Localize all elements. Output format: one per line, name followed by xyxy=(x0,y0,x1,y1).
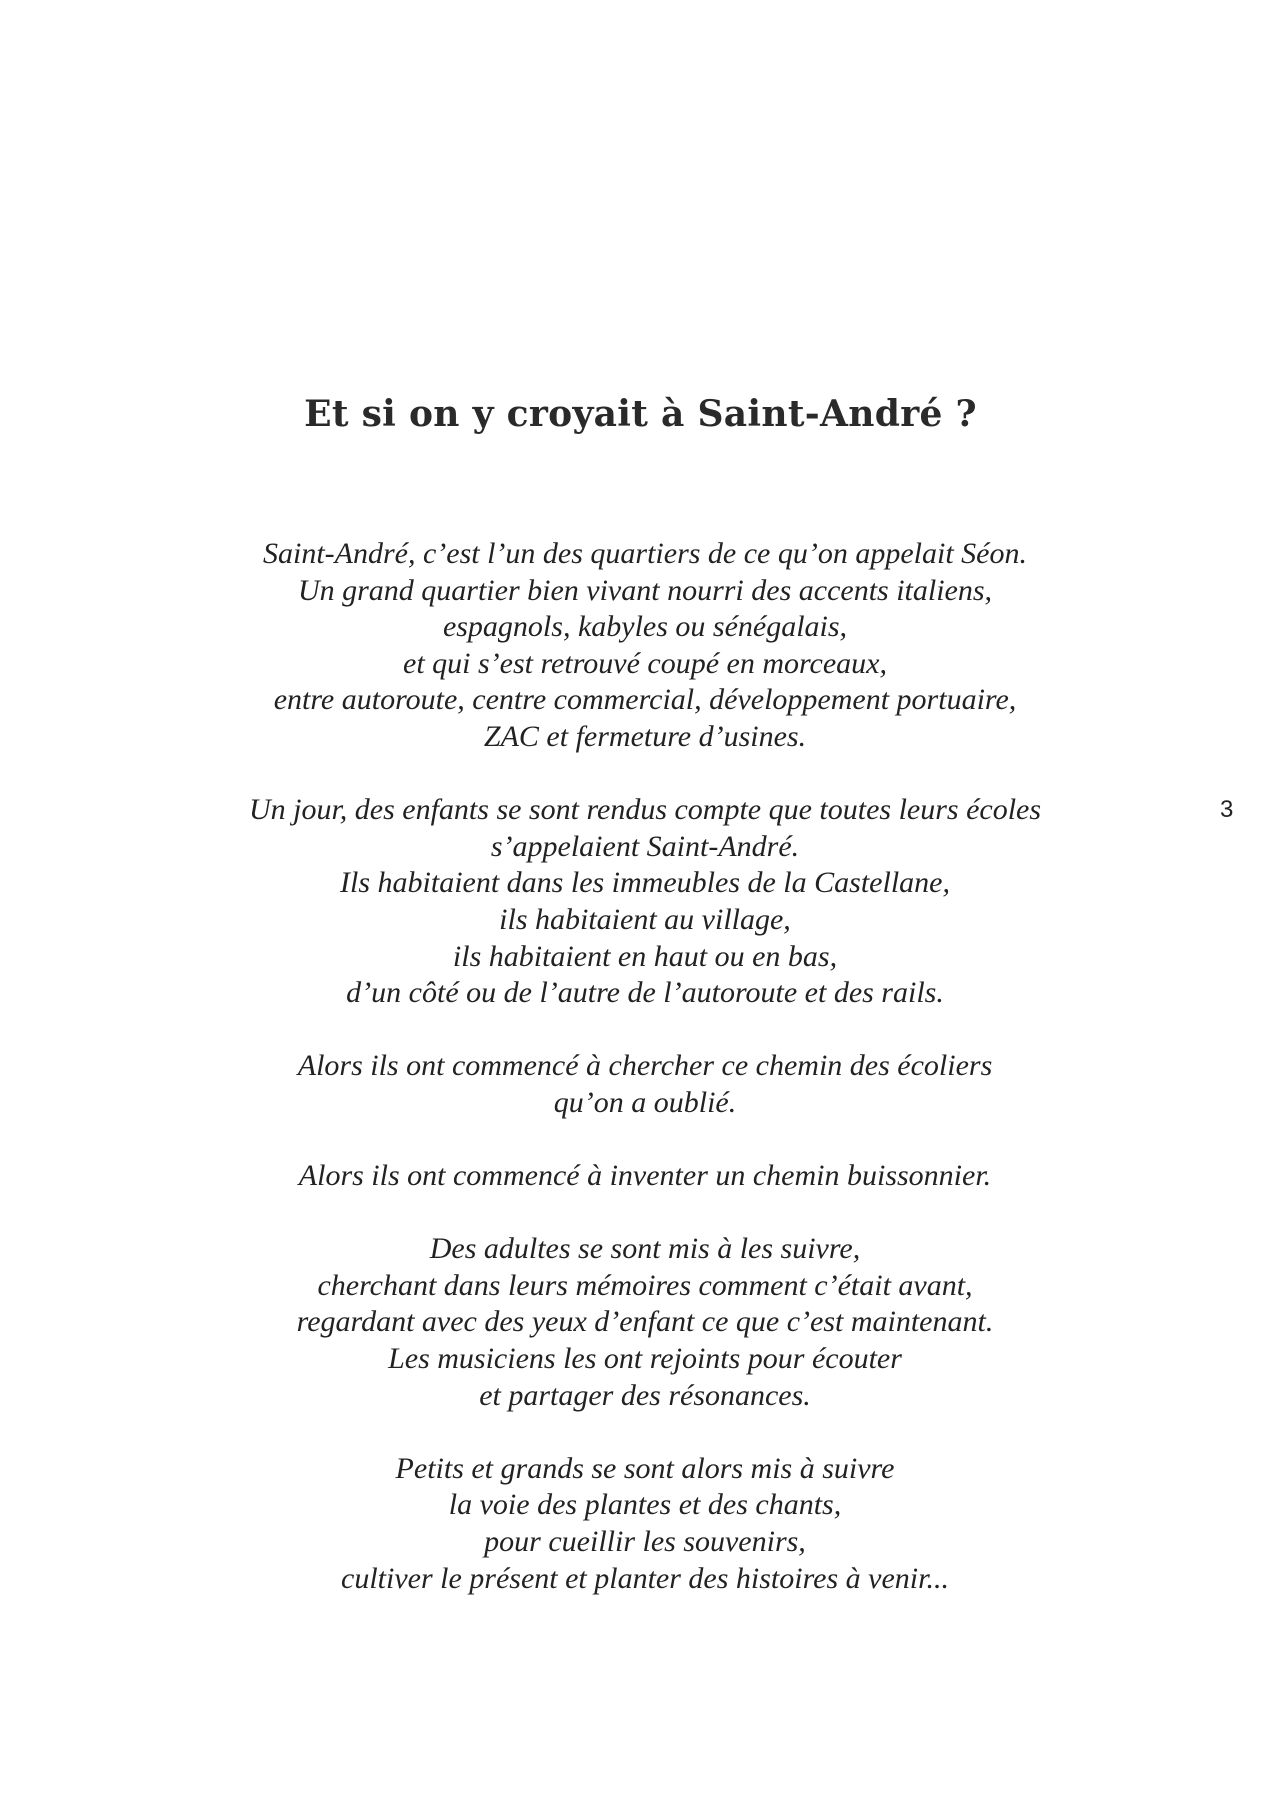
poem-line: ZAC et fermeture d’usines. xyxy=(483,719,807,753)
poem-line: pour cueillir les souvenirs, xyxy=(484,1525,806,1559)
poem-line: regardant avec des yeux d’enfant ce que c’est maintenant. xyxy=(296,1305,994,1339)
poem-line: cultiver le présent et planter des histoires à venir... xyxy=(341,1561,949,1595)
poem-line: Alors ils ont commencé à inventer un chemin buissonnier. xyxy=(298,1159,992,1193)
poem-line: qu’on a oublié. xyxy=(553,1085,737,1119)
stanza-2 xyxy=(190,792,1100,1012)
page-number: 3 xyxy=(1220,796,1234,823)
poem-line: Un jour, des enfants se sont rendus compte que toutes leurs écoles xyxy=(248,793,1042,827)
poem-line: la voie des plantes et des chants, xyxy=(448,1488,842,1522)
page-title: Et si on y croyait à Saint-André ? xyxy=(304,393,977,435)
poem-line: Saint-André, c’est l’un des quartiers de ce qu’on appelait Séon. xyxy=(262,537,1027,570)
stanza-6 xyxy=(190,1451,1100,1597)
stanza-5 xyxy=(190,1231,1100,1414)
poem-body xyxy=(190,536,1100,1597)
poem-line: et qui s’est retrouvé coupé en morceaux, xyxy=(403,646,887,680)
poem-line: Des adultes se sont mis à les suivre, xyxy=(429,1232,861,1266)
poem-line: et partager des résonances. xyxy=(479,1378,811,1412)
poem-line: Alors ils ont commencé à chercher ce chemin des écoliers xyxy=(297,1049,993,1083)
poem-line: espagnols, kabyles ou sénégalais, xyxy=(442,610,848,644)
poem-line: Ils habitaient dans les immeubles de la Castellane, xyxy=(340,866,950,900)
poem-line: entre autoroute, centre commercial, développement portuaire, xyxy=(273,683,1017,717)
stanza-3 xyxy=(190,1048,1100,1121)
poem-line: Les musiciens les ont rejoints pour écouter xyxy=(388,1342,902,1376)
poem-line: ils habitaient en haut ou en bas, xyxy=(452,939,838,973)
stanza-4 xyxy=(190,1158,1100,1195)
poem-line: cherchant dans leurs mémoires comment c’était avant, xyxy=(317,1268,973,1302)
poem-line: Un grand quartier bien vivant nourri des accents italiens, xyxy=(297,573,993,607)
poem-line: Petits et grands se sont alors mis à suivre xyxy=(395,1451,895,1485)
stanza-1 xyxy=(190,536,1100,756)
poem-line: d’un côté ou de l’autre de l’autoroute et des rails. xyxy=(346,976,944,1010)
poem-line: ils habitaient au village, xyxy=(499,902,791,936)
poem-line: s’appelaient Saint-André. xyxy=(490,829,800,863)
